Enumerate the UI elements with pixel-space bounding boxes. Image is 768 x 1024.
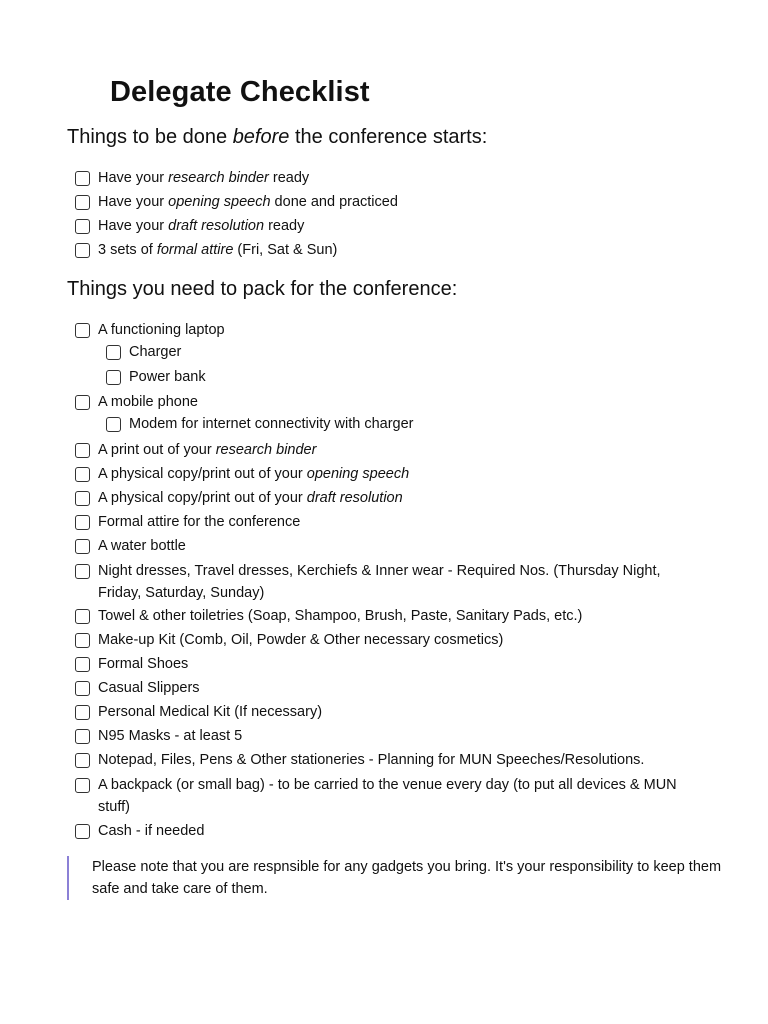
checklist-item xyxy=(75,749,690,771)
section-heading-pack xyxy=(67,278,457,301)
section-heading-before-conference xyxy=(67,126,487,149)
checklist-item-label: A physical copy/print out of your draft resolution xyxy=(98,490,403,506)
checkbox[interactable] xyxy=(75,491,90,506)
checklist-item xyxy=(75,629,690,651)
checklist-item xyxy=(75,319,690,341)
checklist-item xyxy=(75,511,690,533)
checklist-item-label: Have your draft resolution ready xyxy=(98,218,305,234)
checklist-subitem xyxy=(106,413,691,435)
checklist-item xyxy=(75,653,690,675)
checkbox[interactable] xyxy=(75,824,90,839)
checkbox[interactable] xyxy=(75,778,90,793)
checklist-item-label: Formal attire for the conference xyxy=(98,514,301,530)
checkbox[interactable] xyxy=(75,753,90,768)
checklist-item-label: Make-up Kit (Comb, Oil, Powder & Other necessary cosmetics) xyxy=(98,632,504,648)
checklist-item-label: Have your opening speech done and practiced xyxy=(98,194,398,210)
checklist-item xyxy=(75,605,690,627)
heading-emphasis: before xyxy=(232,126,290,148)
checklist-item xyxy=(75,463,690,485)
checkbox[interactable] xyxy=(75,729,90,744)
checklist-item xyxy=(75,215,690,237)
checklist-item-label: Power bank xyxy=(129,369,206,385)
checklist-item-label: A functioning laptop xyxy=(98,322,225,338)
checkbox[interactable] xyxy=(75,219,90,234)
checkbox[interactable] xyxy=(75,323,90,338)
checklist-item xyxy=(75,167,690,189)
checkbox[interactable] xyxy=(106,370,121,385)
checklist-item-label: Personal Medical Kit (If necessary) xyxy=(98,704,323,720)
checkbox[interactable] xyxy=(75,195,90,210)
heading-text: Things you need to pack for the conference: xyxy=(67,278,458,300)
checklist-subitem xyxy=(106,366,691,388)
checklist-item-label: Modem for internet connectivity with charger xyxy=(129,416,414,432)
checklist-item-label: Cash - if needed xyxy=(98,823,205,839)
checkbox[interactable] xyxy=(106,345,121,360)
checklist-item xyxy=(75,725,690,747)
checklist-item-label: Night dresses, Travel dresses, Kerchiefs & Inner wear - Required Nos. (Thursday Night, Friday, Saturday, Sunday) xyxy=(98,563,661,601)
checkbox[interactable] xyxy=(75,705,90,720)
checkbox[interactable] xyxy=(75,515,90,530)
checklist-item-label: A mobile phone xyxy=(98,394,198,410)
checklist-item xyxy=(75,239,690,261)
checkbox[interactable] xyxy=(75,467,90,482)
checklist-item xyxy=(75,560,690,604)
checkbox[interactable] xyxy=(106,417,121,432)
checkbox[interactable] xyxy=(75,657,90,672)
checklist-item xyxy=(75,701,690,723)
checklist-item-label: A water bottle xyxy=(98,538,186,554)
checkbox[interactable] xyxy=(75,171,90,186)
checklist-subitem xyxy=(106,341,691,363)
checklist-item xyxy=(75,487,690,509)
checklist-item xyxy=(75,535,690,557)
checklist-item-label: N95 Masks - at least 5 xyxy=(98,728,243,744)
checklist-item xyxy=(75,774,690,818)
checkbox[interactable] xyxy=(75,681,90,696)
page-title: Delegate Checklist xyxy=(110,76,370,108)
checkbox[interactable] xyxy=(75,243,90,258)
checklist-item-label: Have your research binder ready xyxy=(98,170,310,186)
checklist-item-label: Notepad, Files, Pens & Other stationeries - Planning for MUN Speeches/Resolutions. xyxy=(98,752,645,768)
checklist-item-label: Casual Slippers xyxy=(98,680,200,696)
checklist-item xyxy=(75,391,690,413)
checklist-item-label: Formal Shoes xyxy=(98,656,189,672)
checklist-item-label: 3 sets of formal attire (Fri, Sat & Sun) xyxy=(98,242,338,258)
heading-text: Things to be done xyxy=(67,126,233,148)
checklist-item-label: A backpack (or small bag) - to be carried to the venue every day (to put all devices & MUN stuff) xyxy=(98,777,677,815)
callout-note: Please note that you are respnsible for any gadgets you bring. It's your responsibility to keep them safe and take care of them. xyxy=(67,856,722,900)
checklist-item-label: Towel & other toiletries (Soap, Shampoo, Brush, Paste, Sanitary Pads, etc.) xyxy=(98,608,583,624)
checklist-item xyxy=(75,191,690,213)
checkbox[interactable] xyxy=(75,564,90,579)
checklist-item-label: Charger xyxy=(129,344,182,360)
checkbox[interactable] xyxy=(75,443,90,458)
checklist-item xyxy=(75,439,690,461)
checkbox[interactable] xyxy=(75,609,90,624)
checklist-item-label: A physical copy/print out of your opening speech xyxy=(98,466,410,482)
heading-text: the conference starts: xyxy=(289,126,488,148)
checkbox[interactable] xyxy=(75,539,90,554)
checkbox[interactable] xyxy=(75,395,90,410)
checklist-item-label: A print out of your research binder xyxy=(98,442,317,458)
checklist-item xyxy=(75,820,690,842)
checkbox[interactable] xyxy=(75,633,90,648)
checklist-item xyxy=(75,677,690,699)
